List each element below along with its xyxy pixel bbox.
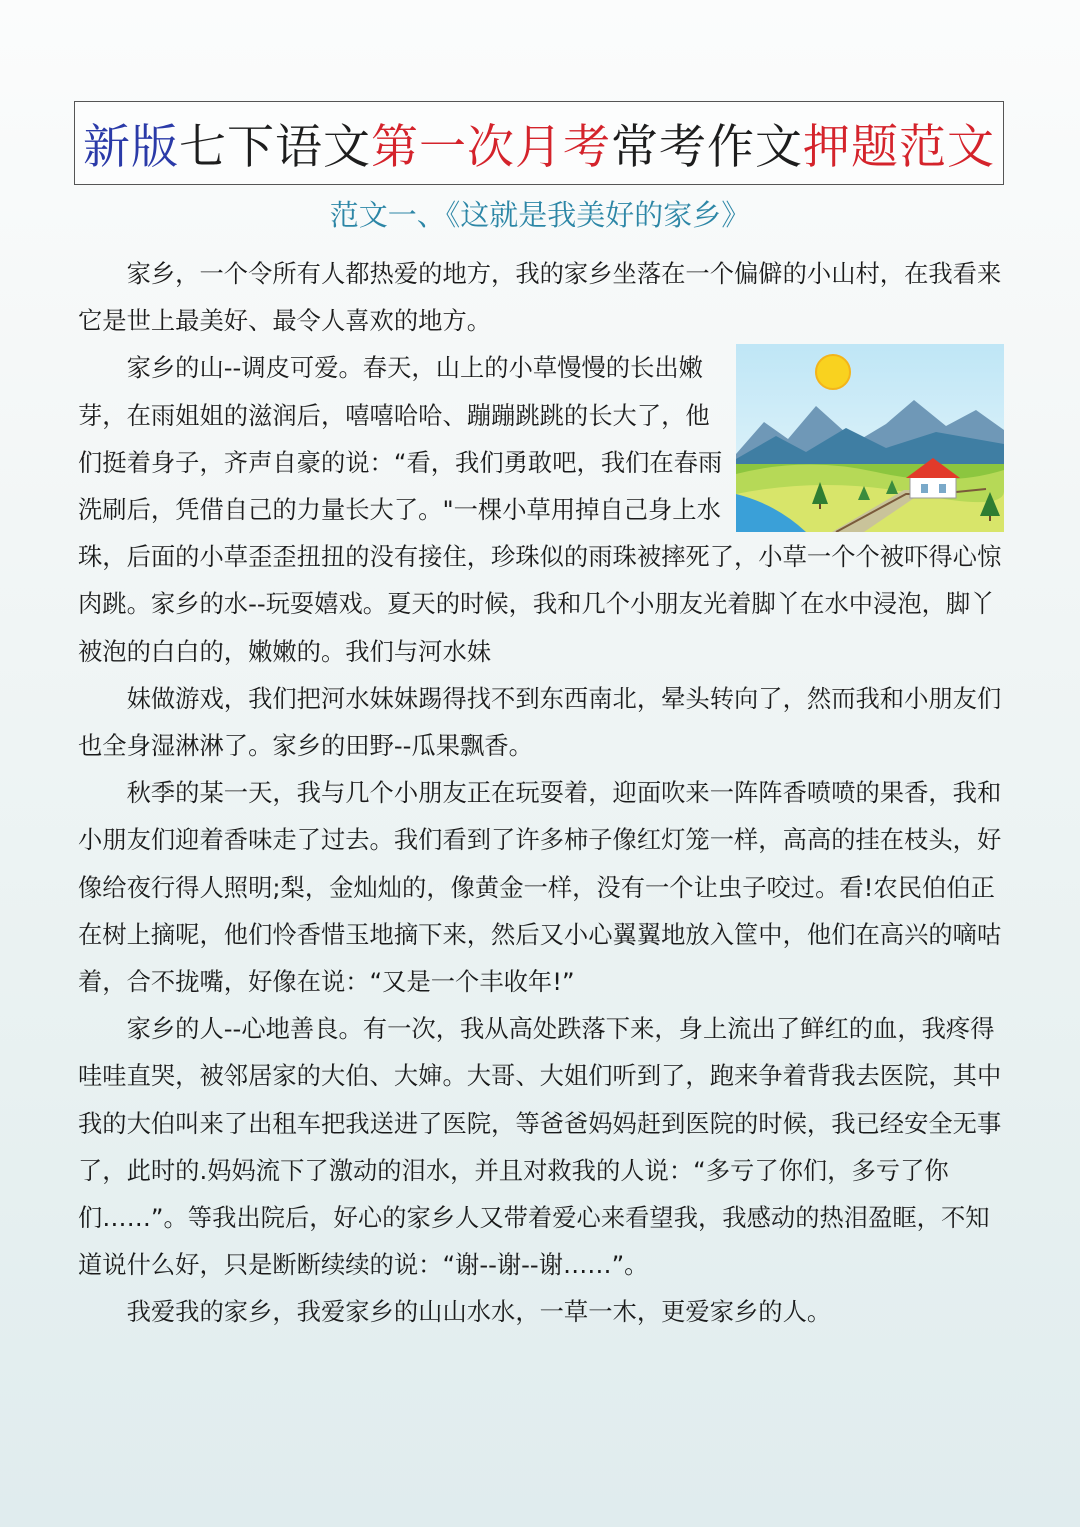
landscape-illustration (736, 344, 1004, 532)
paragraph-2: 家乡的山--调皮可爱。春天，山上的小草慢慢的长出嫩芽，在雨姐姐的滋润后，嘻嘻哈哈、蹦蹦跳跳的长大了，他们挺着身子，齐声自豪的说：“看，我们勇敢吧，我们在春雨洗刷后，凭借自己的力量长大了。"一棵小草用掉自己身上水珠，后面的小草歪歪扭扭的没有接住，珍珠似的雨珠被摔死了，小草一个个被吓得心惊肉跳。家乡的水--玩耍嬉戏。夏天的时候，我和几个小朋友光着脚丫在水中浸泡，脚丫被泡的白白的，嫩嫩的。我们与河水妹 (78, 353, 1002, 666)
title-part-edition: 新版 (83, 119, 179, 175)
essay-body (78, 250, 1004, 1336)
paragraph-4: 秋季的某一天，我与几个小朋友正在玩耍着，迎面吹来一阵阵香喷喷的果香，我和小朋友们迎着香味走了过去。我们看到了许多柿子像红灯笼一样，高高的挂在枝头，好像给夜行得人照明;梨，金灿灿的，像黄金一样，没有一个让虫子咬过。看!农民伯伯正在树上摘呢，他们怜香惜玉地摘下来，然后又小心翼翼地放入筐中，他们在高兴的嘀咕着，合不拢嘴，好像在说：“又是一个丰收年!” (78, 778, 1002, 997)
landscape-icon (736, 344, 1004, 532)
paragraph-5: 家乡的人--心地善良。有一次，我从高处跌落下来，身上流出了鲜红的血，我疼得哇哇直哭，被邻居家的大伯、大婶。大哥、大姐们听到了，跑来争着背我去医院，其中我的大伯叫来了出租车把我送进了医院，等爸爸妈妈赶到医院的时候，我已经安全无事了，此时的.妈妈流下了激动的泪水，并且对救我的人说：“多亏了你们，多亏了你们……”。等我出院后，好心的家乡人又带着爱心来看望我，我感动的热泪盈眶，不知道说什么好，只是断断续续的说：“谢--谢--谢……”。 (78, 1014, 1002, 1280)
title-part-subject: 七下语文 (179, 119, 371, 175)
paragraph-6: 我爱我的家乡，我爱家乡的山山水水，一草一木，更爱家乡的人。 (126, 1297, 832, 1327)
paragraph-3: 妹做游戏，我们把河水妹妹踢得找不到东西南北，晕头转向了，然而我和小朋友们也全身湿淋淋了。家乡的田野--瓜果飘香。 (78, 683, 1002, 761)
page-title (74, 101, 1004, 185)
title-part-sample: 押题范文 (803, 119, 995, 175)
title-part-type: 常考作文 (611, 119, 803, 175)
title-part-exam: 第一次月考 (371, 119, 611, 175)
paragraph-1: 家乡，一个令所有人都热爱的地方，我的家乡坐落在一个偏僻的小山村，在我看来它是世上最美好、最令人喜欢的地方。 (78, 259, 1002, 336)
essay-subtitle: 范文一、《这就是我美好的家乡》 (329, 198, 751, 232)
